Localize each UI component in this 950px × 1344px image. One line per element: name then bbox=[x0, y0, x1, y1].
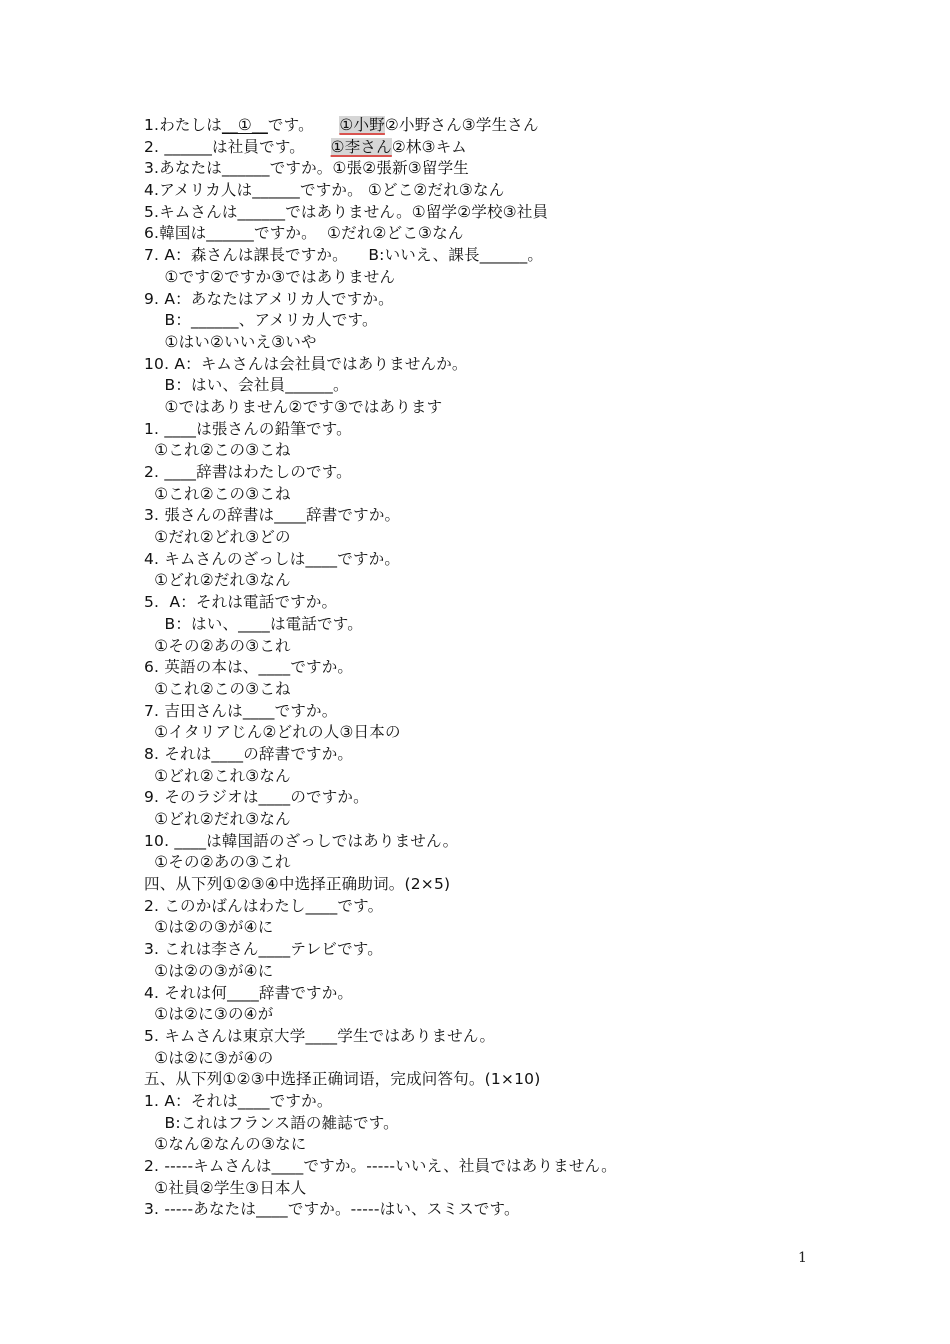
section-heading-4: 四、从下列①②③④中选择正确助词。(2×5) bbox=[144, 875, 451, 894]
exercise-line: 4.アメリカ人は______ですか。 ①どこ②だれ③なん bbox=[144, 181, 505, 200]
exercise-line: 9. そのラジオは____のですか。 bbox=[144, 788, 369, 807]
section-heading-5: 五、从下列①②③中选择正确词语，完成问答句。(1×10) bbox=[144, 1070, 541, 1089]
line-2-rest: ②林③キム bbox=[391, 137, 467, 156]
exercise-line: ①どれ②だれ③なん bbox=[144, 571, 291, 590]
exercise-line: 9. A：あなたはアメリカ人ですか。 bbox=[144, 289, 394, 308]
line-2-highlighted-choice: ①李さん bbox=[330, 137, 392, 156]
exercise-line-2 bbox=[144, 137, 864, 159]
page-number: 1 bbox=[798, 1250, 807, 1266]
exercise-line: ①どれ②だれ③なん bbox=[144, 810, 291, 828]
exercise-line: 5.キムさんは______ではありません。①留学②学校③社員 bbox=[144, 202, 549, 221]
exercise-line: B：はい、____は電話です。 bbox=[144, 614, 363, 633]
exercise-line: ①これ②この③こね bbox=[144, 484, 291, 503]
exercise-line: 6. 英語の本は、____ですか。 bbox=[144, 658, 354, 677]
exercise-line: 5. A：それは電話ですか。 bbox=[144, 593, 338, 612]
exercise-line: 3. -----あなたは____ですか。-----はい、スミスです。 bbox=[144, 1200, 520, 1219]
exercise-line: 2. ____辞書はわたしのです。 bbox=[144, 463, 352, 481]
exercise-line: 4. キムさんのざっしは____ですか。 bbox=[144, 549, 401, 568]
exercise-line: ①はい②いいえ③いや bbox=[144, 332, 317, 351]
exercise-line: ①は②に③の④が bbox=[144, 1005, 274, 1024]
exercise-line: 7. A：森さんは課長ですか。 B:いいえ、課長______。 bbox=[144, 246, 544, 265]
exercise-line: ①だれ②どれ③どの bbox=[144, 528, 291, 547]
exercise-line: ①ではありません②です③ではあります bbox=[144, 397, 443, 416]
exercise-line: 6.韓国は______ですか。 ①だれ②どこ③なん bbox=[144, 224, 464, 243]
exercise-line: ①どれ②これ③なん bbox=[144, 766, 291, 785]
exercise-line: 3. 張さんの辞書は____辞書ですか。 bbox=[144, 506, 401, 525]
exercise-line: 10. ____は韓国語のざっしではありません。 bbox=[144, 831, 459, 850]
exercise-line: ①イタリアじん②どれの人③日本の bbox=[144, 723, 401, 742]
exercise-line: ①は②の③が④に bbox=[144, 961, 274, 980]
exercise-line: ①これ②この③こね bbox=[144, 679, 291, 698]
exercise-line: ①は②に③が④の bbox=[144, 1048, 274, 1067]
exercise-line: 8. それは____の辞書ですか。 bbox=[144, 744, 354, 763]
exercise-line: 7. 吉田さんは____ですか。 bbox=[144, 701, 338, 720]
line-1-middle: です。 bbox=[267, 116, 340, 134]
exercise-line: ①です②ですか③ではありません bbox=[144, 267, 396, 286]
exercise-content bbox=[144, 115, 864, 1221]
exercise-line: ①は②の③が④に bbox=[144, 918, 274, 937]
line-1-answer-blank: __①__ bbox=[222, 116, 268, 134]
line-1-rest: ②小野さん③学生さん bbox=[384, 116, 539, 134]
line-1-highlighted-choice: ①小野 bbox=[339, 116, 385, 134]
exercise-line: 4. それは何____辞書ですか。 bbox=[144, 983, 354, 1002]
line-1-prefix: 1.わたしは bbox=[144, 116, 222, 134]
exercise-line: 5. キムさんは東京大学____学生ではありません。 bbox=[144, 1026, 496, 1045]
exercise-line: B：______、アメリカ人です。 bbox=[144, 311, 378, 330]
exercise-line: ①これ②この③こね bbox=[144, 441, 291, 460]
exercise-line: B：はい、会社員______。 bbox=[144, 376, 349, 395]
exercise-line: 1. A：それは____ですか。 bbox=[144, 1091, 333, 1110]
exercise-line: 10. A：キムさんは会社員ではありませんか。 bbox=[144, 354, 468, 373]
exercise-line: 3.あなたは______ですか。①張②張新③留学生 bbox=[144, 159, 469, 178]
line-2-prefix: 2. ______は社員です。 bbox=[144, 137, 331, 156]
exercise-line: 1. ____は張さんの鉛筆です。 bbox=[144, 419, 352, 438]
exercise-line: ①なん②なんの③なに bbox=[144, 1135, 307, 1154]
exercise-line: 2. このかばんはわたし____です。 bbox=[144, 896, 384, 915]
exercise-line: B:これはフランス語の雑誌です。 bbox=[144, 1113, 399, 1132]
exercise-line-1 bbox=[144, 115, 864, 137]
exercise-line: ①その②あの③これ bbox=[144, 853, 291, 872]
exercise-line: 2. -----キムさんは____ですか。-----いいえ、社員ではありません。 bbox=[144, 1157, 617, 1175]
exercise-line: ①社員②学生③日本人 bbox=[144, 1178, 307, 1197]
exercise-line: ①その②あの③これ bbox=[144, 636, 291, 655]
exercise-line: 3. これは李さん____テレビです。 bbox=[144, 940, 383, 959]
